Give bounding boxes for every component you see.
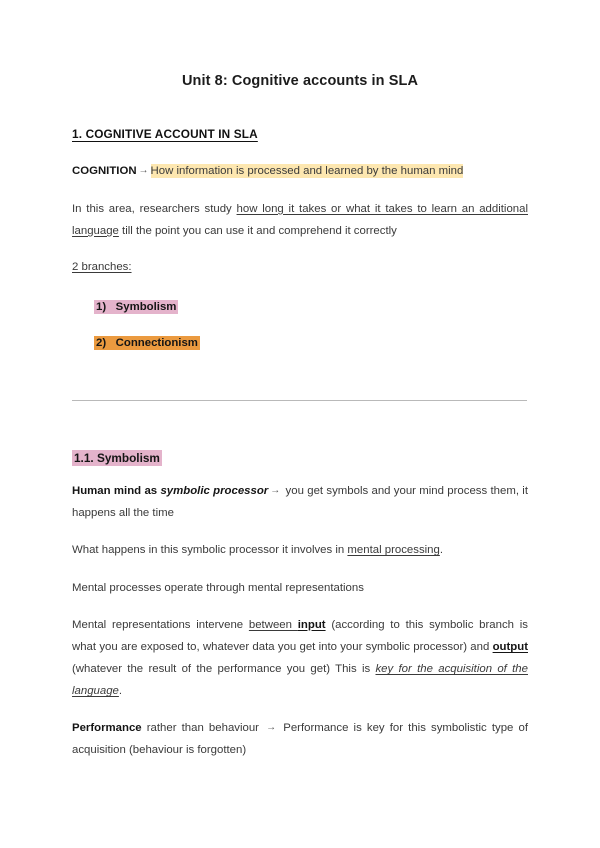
area-paragraph-underlined: how long it takes or what it takes to learn an additional language xyxy=(72,202,528,237)
symbolism-paragraph-5 xyxy=(72,703,528,761)
branches-label xyxy=(72,242,528,278)
heading-section-1 xyxy=(72,90,528,141)
branch-gap-1 xyxy=(106,301,116,313)
area-paragraph-tail: till the point you can use it and comprehend it correctly xyxy=(118,224,397,237)
symbolism-paragraph-3: Mental processes operate through mental representations xyxy=(72,581,364,594)
arrow-icon: → xyxy=(270,484,281,496)
symbolism-p5-mid: rather than behaviour xyxy=(141,721,265,734)
branches-label-text: 2 branches: xyxy=(72,261,132,274)
branch-number-2: 2) xyxy=(96,336,107,349)
arrow-icon: → xyxy=(266,721,277,733)
branch-gap-2 xyxy=(106,337,116,349)
symbolism-p4-mid1: (according to this symbolic branch is what you are exposed to, whatever data you get into your symbolic processor) and xyxy=(72,618,528,653)
branch-item-2 xyxy=(94,336,200,350)
document-content xyxy=(72,0,528,761)
symbolism-p4-key-phrase: key for the acquisition of the language xyxy=(72,663,528,698)
area-paragraph-lead: In this area, researchers study xyxy=(72,202,237,215)
symbolism-paragraph-2 xyxy=(72,524,528,561)
symbolism-p1-rest: you get symbols and your mind process them, it happens all the time xyxy=(72,484,528,520)
symbolism-paragraph-4 xyxy=(72,599,528,703)
symbolism-paragraph-1 xyxy=(72,465,528,524)
symbolism-p1-bold-italic: symbolic processor xyxy=(160,484,269,497)
branch-label-2: Connectionism xyxy=(115,336,198,349)
symbolism-p2-tail: . xyxy=(439,544,444,557)
branch-list xyxy=(72,278,528,352)
branch-item-1 xyxy=(94,300,178,314)
heading-section-1-label: 1. COGNITIVE ACCOUNT IN SLA xyxy=(72,127,258,142)
list-item xyxy=(72,278,528,316)
page-title: Unit 8: Cognitive accounts in SLA xyxy=(181,73,419,89)
symbolism-p4-between: between xyxy=(248,618,298,631)
symbolism-p4-output: output xyxy=(492,641,528,653)
arrow-icon: → xyxy=(138,165,149,177)
heading-section-1-1-label: 1.1. Symbolism xyxy=(74,450,160,465)
symbolism-p2-underlined: mental processing xyxy=(347,544,440,557)
symbolism-p4-tail: . xyxy=(118,685,123,698)
symbolism-p1-bold-lead: Human mind as xyxy=(72,484,161,497)
symbolism-p4-mid2: (whatever the result of the performance you get) This is xyxy=(72,663,376,676)
symbolism-p4-input: input xyxy=(297,618,326,631)
area-paragraph xyxy=(72,183,528,242)
branch-number-1: 1) xyxy=(96,301,107,314)
branch-label-1: Symbolism xyxy=(115,301,177,314)
heading-section-1-1 xyxy=(72,401,528,465)
symbolism-p2-lead: What happens in this symbolic processor it involves in xyxy=(72,544,348,557)
symbolism-p4-lead: Mental representations intervene xyxy=(72,618,249,631)
list-item xyxy=(72,317,528,352)
cognition-line xyxy=(72,141,528,182)
symbolism-p5-bold-lead: Performance xyxy=(72,721,142,734)
symbolism-p5-rest: Performance is key for this symbolistic type of acquisition (behaviour is forgotten) xyxy=(72,721,528,756)
cognition-definition: How information is processed and learned by the human mind xyxy=(150,165,464,178)
cognition-label: COGNITION xyxy=(72,165,137,178)
